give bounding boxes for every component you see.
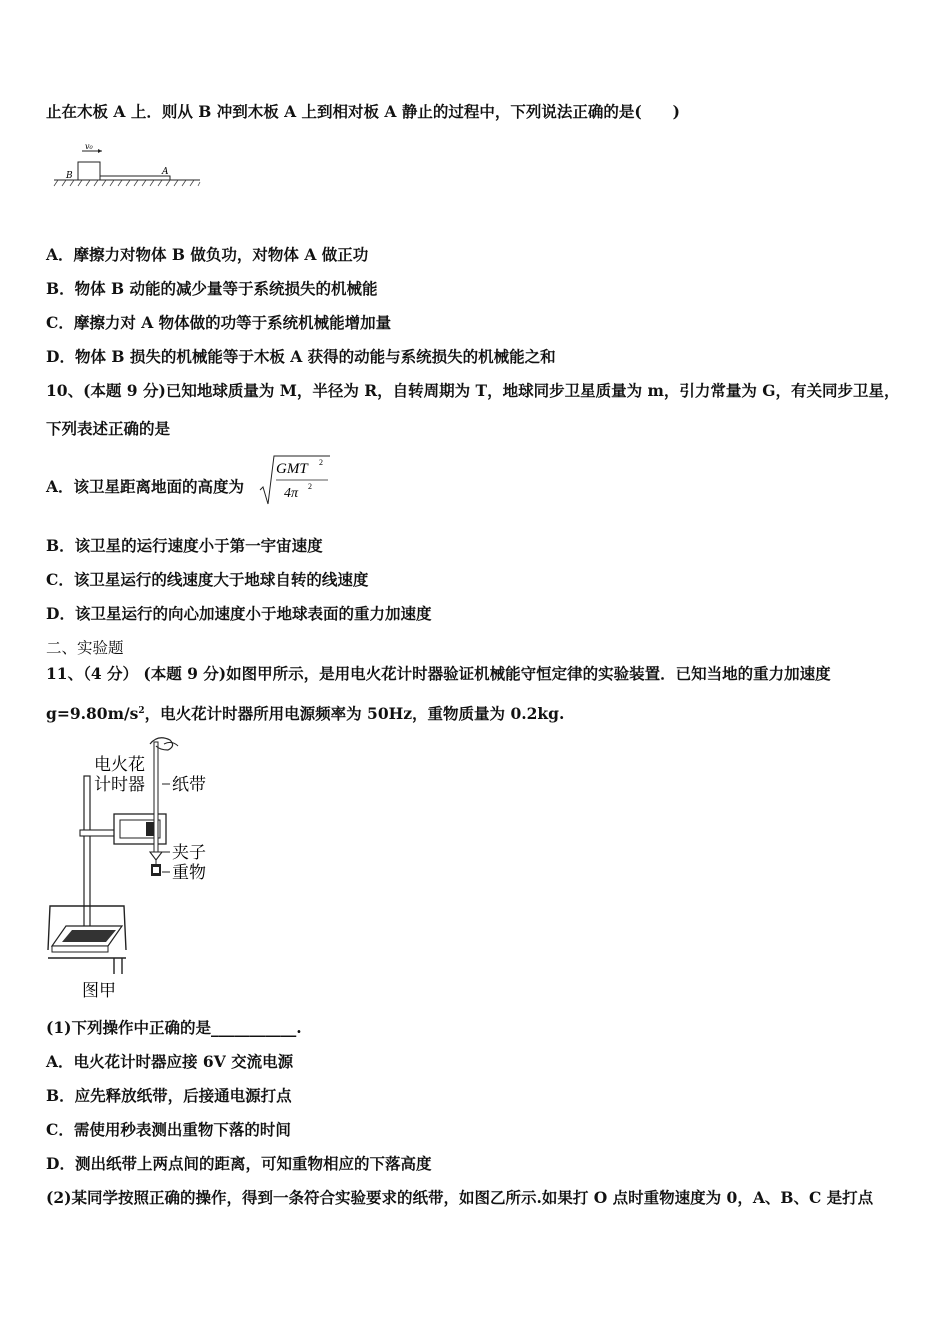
q11-sub2-prompt: (2)某同学按照正确的操作，得到一条符合实验要求的纸带，如图乙所示.如果打 O 点时重物速度为 0，A、B、C 是打点 (46, 1188, 874, 1207)
q11-sub1-prompt: (1)下列操作中正确的是___________. (46, 1018, 302, 1037)
q11-apparatus-figure (46, 736, 226, 1004)
q9-option-a: A．摩擦力对物体 B 做负功，对物体 A 做正功 (46, 245, 369, 264)
q10-option-c: C．该卫星运行的线速度大于地球自转的线速度 (46, 570, 369, 589)
q10-stem-line2: 下列表述正确的是 (46, 419, 171, 438)
q9-stem: 止在木板 A 上．则从 B 冲到木板 A 上到相对板 A 静止的过程中，下列说法正确的是( ) (46, 102, 681, 121)
q11-g-value: g=9.80m/s (46, 704, 139, 724)
q9-v0-label: v₀ (85, 142, 93, 151)
q10-formula-denominator: 4π (284, 486, 299, 501)
q9-b-label: B (66, 171, 73, 181)
q11-sub1-option-a: A．电火花计时器应接 6V 交流电源 (46, 1052, 294, 1071)
q9-option-d: D．物体 B 损失的机械能等于木板 A 获得的动能与系统损失的机械能之和 (46, 347, 556, 366)
q11-sub1-option-c: C．需使用秒表测出重物下落的时间 (46, 1120, 291, 1139)
q9-block-board-figure (52, 142, 204, 198)
q11-fig-caption: 图甲 (82, 981, 116, 1001)
q11-sub1-option-b: B．应先释放纸带，后接通电源打点 (46, 1086, 292, 1105)
q11-fig-timer-label-1: 电火花 (94, 755, 145, 775)
q11-fig-tape-label: 纸带 (172, 775, 206, 795)
q10-option-b: B．该卫星的运行速度小于第一宇宙速度 (46, 536, 323, 555)
q11-stem-rest: ，电火花计时器所用电源频率为 50Hz，重物质量为 0.2kg. (144, 704, 565, 724)
q11-sub1-option-d: D．测出纸带上两点间的距离，可知重物相应的下落高度 (46, 1154, 432, 1173)
q11-fig-clip-label: 夹子 (172, 843, 206, 863)
q11-stem-line2 (46, 701, 564, 724)
q10-formula-den-exp: 2 (308, 482, 312, 491)
q10-option-d: D．该卫星运行的向心加速度小于地球表面的重力加速度 (46, 604, 432, 623)
q10-formula-num-exp: 2 (319, 458, 323, 467)
q11-fig-timer-label-2: 计时器 (94, 775, 145, 795)
q9-option-b: B．物体 B 动能的减少量等于系统损失的机械能 (46, 279, 378, 298)
q11-stem-line1: 11、（4 分） (本题 9 分)如图甲所示，是用电火花计时器验证机械能守恒定律的实验装置．已知当地的重力加速度 (46, 664, 831, 683)
q11-fig-weight-label: 重物 (172, 863, 206, 883)
q9-a-label: A (162, 167, 169, 177)
q11-g-exponent: 2 (138, 706, 145, 716)
section-heading: 二、实验题 (46, 639, 124, 657)
q10-formula-sqrt (258, 452, 338, 508)
q9-option-c: C．摩擦力对 A 物体做的功等于系统机械能增加量 (46, 313, 392, 332)
q10-stem-line1: 10、(本题 9 分)已知地球质量为 M，半径为 R，自转周期为 T，地球同步卫星质量为 m，引力常量为 G，有关同步卫星， (46, 381, 900, 400)
q10-formula-numerator: GMT (276, 461, 308, 477)
q10-option-a: A．该卫星距离地面的高度为 (46, 477, 245, 496)
